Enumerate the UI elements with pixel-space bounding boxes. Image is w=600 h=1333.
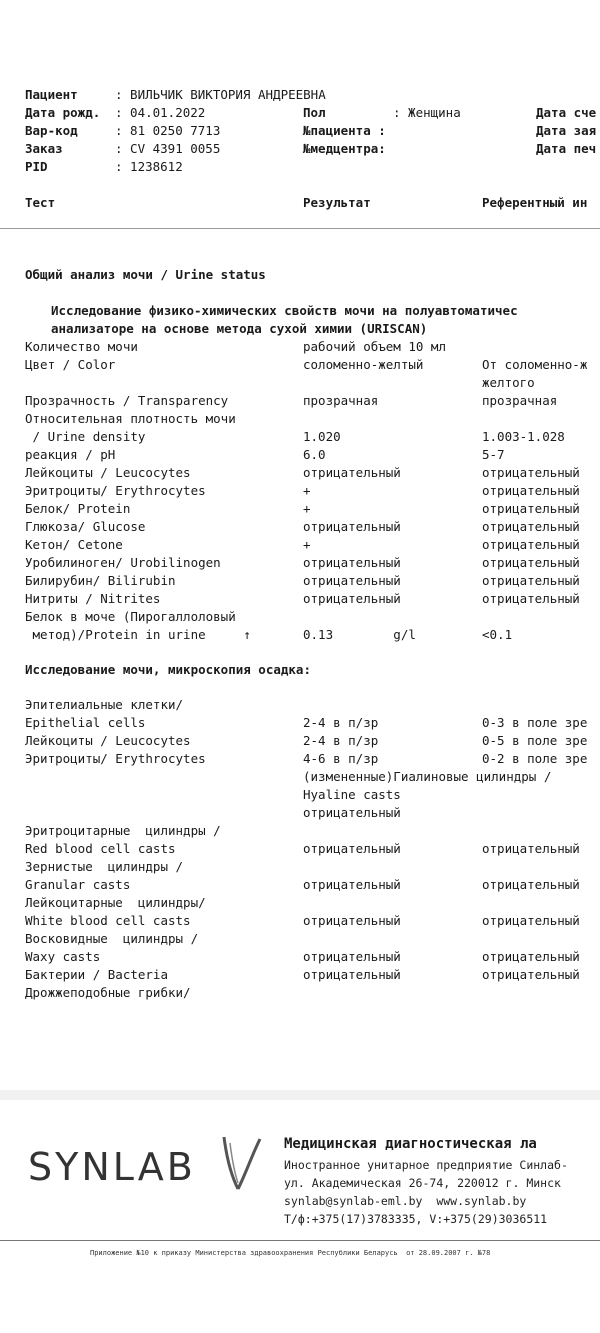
result-cell: отрицательный	[303, 949, 401, 964]
reference-cell: прозрачная	[482, 393, 558, 408]
reference-cell: отрицательный	[482, 967, 580, 982]
reference-cell: отрицательный	[482, 841, 580, 856]
test-cell: Эпителиальные клетки/	[25, 697, 184, 712]
reference-cell: 1.003-1.028	[482, 429, 565, 444]
reference-cell: отрицательный	[482, 877, 580, 892]
result-cell: 4-6 в п/зр	[303, 751, 379, 766]
order-label: Заказ	[25, 141, 63, 156]
test-cell: Бактерии / Bacteria	[25, 967, 168, 982]
result-cell: отрицательный	[303, 573, 401, 588]
test-cell: Эритроциты/ Erythrocytes	[25, 751, 206, 766]
result-cell: соломенно-желтый	[303, 357, 424, 372]
method-title-line2: анализаторе на основе метода сухой химии (URISCAN)	[51, 321, 428, 336]
org-line2: ул. Академическая 26-74, 220012 г. Минск	[284, 1176, 561, 1190]
test-cell: Лейкоциты / Leucocytes	[25, 733, 191, 748]
reference-cell: отрицательный	[482, 591, 580, 606]
sex-label: Пол	[303, 105, 326, 120]
result-cell: +	[303, 483, 311, 498]
reference-cell: отрицательный	[482, 949, 580, 964]
dob-value: : 04.01.2022	[115, 105, 206, 120]
test-cell: Эритроциты/ Erythrocytes	[25, 483, 206, 498]
test-cell: Относительная плотность мочи	[25, 411, 236, 426]
footer-band	[0, 1090, 600, 1100]
result-cell: 0.13 g/l	[303, 627, 416, 642]
result-cell: 1.020	[303, 429, 341, 444]
patient-value: : ВИЛЬЧИК ВИКТОРИЯ АНДРЕЕВНА	[115, 87, 326, 102]
patient-number-label: №пациента :	[303, 123, 386, 138]
barcode-label: Вар-код	[25, 123, 78, 138]
sex-value: : Женщина	[393, 105, 461, 120]
reference-cell: отрицательный	[482, 573, 580, 588]
test-cell: Зернистые цилиндры /	[25, 859, 184, 874]
reference-cell: отрицательный	[482, 519, 580, 534]
result-cell: Hyaline casts	[303, 787, 401, 802]
column-result-header: Результат	[303, 195, 371, 210]
reference-cell: 0-5 в поле зре	[482, 733, 588, 748]
pid-value: : 1238612	[115, 159, 183, 174]
result-cell: отрицательный	[303, 967, 401, 982]
order-value: : CV 4391 0055	[115, 141, 221, 156]
result-cell: отрицательный	[303, 877, 401, 892]
date-label-3: Дата печ	[536, 141, 597, 156]
test-cell: Прозрачность / Transparency	[25, 393, 229, 408]
logo-text: SYNLAB	[28, 1145, 196, 1189]
barcode-value: : 81 0250 7713	[115, 123, 221, 138]
result-cell: отрицательный	[303, 465, 401, 480]
org-title: Медицинская диагностическая ла	[284, 1136, 537, 1152]
date-label-1: Дата сче	[536, 105, 597, 120]
dob-label: Дата рожд.	[25, 105, 101, 120]
test-cell: Белок в моче (Пирогаллоловый	[25, 609, 236, 624]
org-phones: Т/ф:+375(17)3783335, V:+375(29)3036511	[284, 1212, 548, 1226]
result-cell: отрицательный	[303, 841, 401, 856]
result-cell: отрицательный	[303, 591, 401, 606]
test-cell: Эритроцитарные цилиндры /	[25, 823, 221, 838]
test-cell: Waxy casts	[25, 949, 101, 964]
result-cell: 6.0	[303, 447, 326, 462]
pid-label: PID	[25, 159, 48, 174]
result-cell: +	[303, 501, 311, 516]
reference-cell: отрицательный	[482, 555, 580, 570]
result-cell: +	[303, 537, 311, 552]
reference-cell: <0.1	[482, 627, 513, 642]
org-line1: Иностранное унитарное предприятие Синлаб-	[284, 1158, 568, 1172]
reference-cell: 5-7	[482, 447, 505, 462]
column-test-header: Тест	[25, 195, 56, 210]
result-cell: 2-4 в п/зр	[303, 715, 379, 730]
footer-note: Приложение №10 к приказу Министерства здравоохранения Республики Беларусь от 28.09.2007 г. №78	[90, 1249, 491, 1257]
method-title-line1: Исследование физико-химических свойств мочи на полуавтоматичес	[51, 303, 518, 318]
result-cell: рабочий объем 10 мл	[303, 339, 446, 354]
date-label-2: Дата зая	[536, 123, 597, 138]
result-cell: прозрачная	[303, 393, 379, 408]
reference-cell: отрицательный	[482, 465, 580, 480]
header-divider	[0, 228, 600, 229]
test-cell: Лейкоциты / Leucocytes	[25, 465, 191, 480]
reference-cell: желтого	[482, 375, 535, 390]
reference-cell: отрицательный	[482, 537, 580, 552]
test-cell: Восковидные цилиндры /	[25, 931, 199, 946]
patient-label: Пациент	[25, 87, 78, 102]
test-cell: Кетон/ Cetone	[25, 537, 123, 552]
test-cell: Нитриты / Nitrites	[25, 591, 161, 606]
footer-divider	[0, 1240, 600, 1241]
test-cell: Количество мочи	[25, 339, 138, 354]
org-email-web: synlab@synlab-eml.by www.synlab.by	[284, 1194, 527, 1208]
reference-cell: От соломенно-ж	[482, 357, 588, 372]
test-cell: Granular casts	[25, 877, 131, 892]
logo-swoosh-icon	[216, 1133, 264, 1193]
reference-cell: отрицательный	[482, 483, 580, 498]
test-cell: / Urine density	[25, 429, 146, 444]
test-cell: метод)/Protein in urine ↑	[25, 627, 251, 642]
column-reference-header: Референтный ин	[482, 195, 588, 210]
reference-cell: 0-3 в поле зре	[482, 715, 588, 730]
result-cell: отрицательный	[303, 519, 401, 534]
microscopy-title: Исследование мочи, микроскопия осадка:	[25, 662, 311, 677]
reference-cell: отрицательный	[482, 501, 580, 516]
result-cell: отрицательный	[303, 913, 401, 928]
reference-cell: отрицательный	[482, 913, 580, 928]
test-cell: Билирубин/ Bilirubin	[25, 573, 176, 588]
result-cell: (измененные)Гиалиновые цилиндры /	[303, 769, 552, 784]
test-cell: Дрожжеподобные грибки/	[25, 985, 191, 1000]
test-cell: White blood cell casts	[25, 913, 191, 928]
test-cell: реакция / pH	[25, 447, 116, 462]
test-cell: Белок/ Protein	[25, 501, 131, 516]
result-cell: 2-4 в п/зр	[303, 733, 379, 748]
result-cell: отрицательный	[303, 805, 401, 820]
section-title: Общий анализ мочи / Urine status	[25, 267, 266, 282]
test-cell: Уробилиноген/ Urobilinogen	[25, 555, 221, 570]
reference-cell: 0-2 в поле зре	[482, 751, 588, 766]
test-cell: Глюкоза/ Glucose	[25, 519, 146, 534]
test-cell: Epithelial cells	[25, 715, 146, 730]
result-cell: отрицательный	[303, 555, 401, 570]
test-cell: Цвет / Color	[25, 357, 116, 372]
test-cell: Red blood cell casts	[25, 841, 176, 856]
test-cell: Лейкоцитарные цилиндры/	[25, 895, 206, 910]
center-number-label: №медцентра:	[303, 141, 386, 156]
synlab-logo	[28, 1145, 196, 1189]
